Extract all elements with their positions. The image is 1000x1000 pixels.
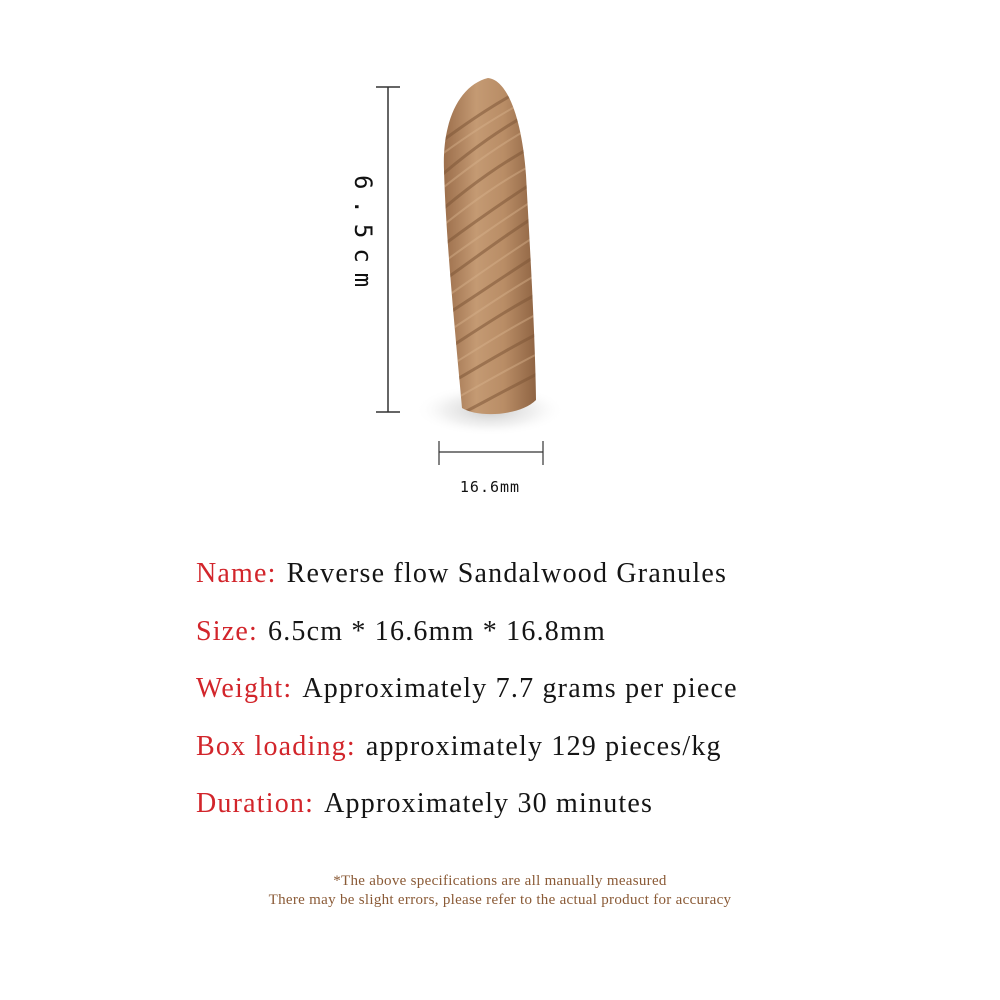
width-dimension-line (439, 441, 543, 465)
height-label: 6.5cm (349, 175, 377, 298)
spec-key: Weight (196, 673, 284, 704)
spec-key: Duration (196, 788, 306, 819)
accuracy-note: There may be slight errors, please refer to the actual product for accuracy (268, 892, 732, 908)
width-label: 16.6mm (459, 478, 521, 496)
spec-separator: : (305, 788, 315, 819)
spec-list (196, 552, 956, 840)
spec-value: approximately 129 pieces/kg (365, 730, 722, 762)
spec-separator: : (267, 558, 277, 589)
spec-value: 6.5cm * 16.6mm * 16.8mm (268, 615, 606, 647)
spec-weight (196, 667, 956, 725)
spec-key: Size (196, 615, 250, 647)
spec-value: Approximately 7.7 grams per piece (302, 673, 738, 704)
height-dimension-line (376, 87, 400, 412)
spec-box-loading (196, 725, 956, 783)
spec-value: Reverse flow Sandalwood Granules (286, 558, 728, 589)
spec-key: Box loading (196, 730, 347, 762)
spec-separator: : (283, 673, 293, 704)
measurement-note: *The above specifications are all manually measured (333, 873, 667, 889)
spec-duration (196, 782, 956, 840)
spec-size (196, 610, 956, 668)
spec-separator: : (249, 615, 258, 647)
spec-key: Name (196, 558, 268, 589)
spec-value: Approximately 30 minutes (324, 788, 654, 819)
spec-separator: : (346, 730, 356, 762)
spec-name (196, 552, 956, 610)
